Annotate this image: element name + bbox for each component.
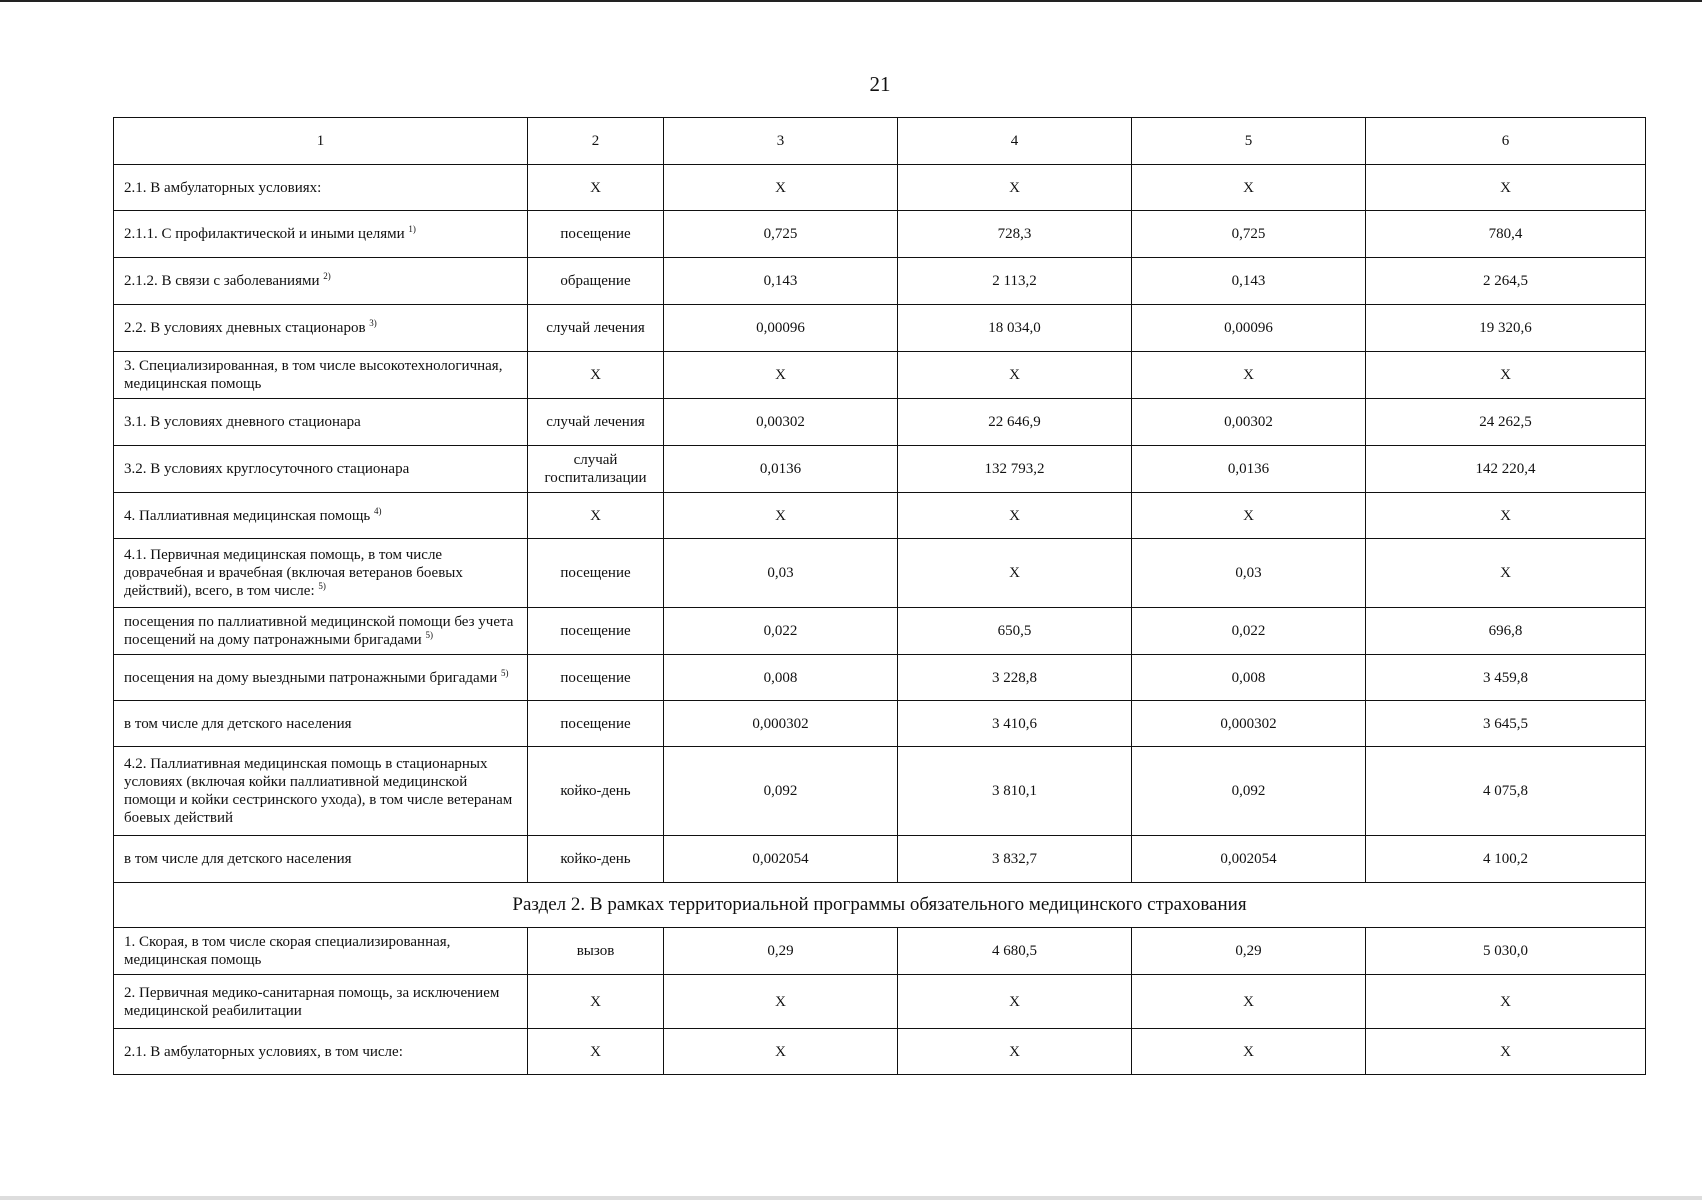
table-row <box>114 747 1646 836</box>
unit-cell: посещение <box>528 211 664 258</box>
unit-cell: койко-день <box>528 836 664 883</box>
value-cell: 19 320,6 <box>1366 305 1646 352</box>
row-label-cell <box>114 975 528 1029</box>
value-cell: 4 680,5 <box>898 928 1132 975</box>
footnote-marker: 5) <box>425 630 433 640</box>
value-cell: 0,008 <box>1132 655 1366 701</box>
value-cell: 0,008 <box>664 655 898 701</box>
table-row <box>114 165 1646 211</box>
row-label-cell <box>114 211 528 258</box>
column-number: 5 <box>1132 118 1366 165</box>
value-cell: Х <box>1366 493 1646 539</box>
table-row <box>114 305 1646 352</box>
row-label: 2.1.1. С профилактической и иными целями <box>124 226 405 242</box>
value-cell: 728,3 <box>898 211 1132 258</box>
value-cell: 0,00096 <box>1132 305 1366 352</box>
row-label: 2.2. В условиях дневных стационаров <box>124 320 366 336</box>
column-number-row <box>114 118 1646 165</box>
value-cell: 0,143 <box>1132 258 1366 305</box>
unit-cell: Х <box>528 493 664 539</box>
row-label: 3.2. В условиях круглосуточного стационара <box>124 461 410 477</box>
row-label-cell <box>114 608 528 655</box>
value-cell: 0,092 <box>664 747 898 836</box>
table-row <box>114 446 1646 493</box>
row-label-cell <box>114 305 528 352</box>
value-cell: 0,000302 <box>1132 701 1366 747</box>
scan-edge-bottom <box>0 1196 1702 1200</box>
unit-cell: посещение <box>528 655 664 701</box>
value-cell: 0,0136 <box>664 446 898 493</box>
footnote-marker: 5) <box>501 667 509 678</box>
value-cell: 2 264,5 <box>1366 258 1646 305</box>
table-row <box>114 655 1646 701</box>
column-number: 6 <box>1366 118 1646 165</box>
value-cell: 3 459,8 <box>1366 655 1646 701</box>
value-cell: 650,5 <box>898 608 1132 655</box>
row-label-cell <box>114 258 528 305</box>
section-2-title: Раздел 2. В рамках территориальной программы обязательного медицинского страхования <box>114 883 1646 928</box>
value-cell: 0,03 <box>1132 539 1366 608</box>
row-label-cell <box>114 352 528 399</box>
unit-cell: обращение <box>528 258 664 305</box>
row-label-cell <box>114 493 528 539</box>
row-label-cell <box>114 539 528 608</box>
table-row <box>114 258 1646 305</box>
table-row <box>114 975 1646 1029</box>
row-label-cell <box>114 446 528 493</box>
row-label-cell <box>114 655 528 701</box>
value-cell: 0,00302 <box>1132 399 1366 446</box>
value-cell: 0,725 <box>1132 211 1366 258</box>
unit-cell: посещение <box>528 608 664 655</box>
value-cell: 0,0136 <box>1132 446 1366 493</box>
value-cell: 24 262,5 <box>1366 399 1646 446</box>
value-cell: Х <box>664 975 898 1029</box>
value-cell: 3 645,5 <box>1366 701 1646 747</box>
value-cell: Х <box>898 1029 1132 1075</box>
value-cell: Х <box>898 975 1132 1029</box>
value-cell: 0,29 <box>664 928 898 975</box>
row-label-cell <box>114 836 528 883</box>
row-label: 3.1. В условиях дневного стационара <box>124 414 361 430</box>
row-label: 2. Первичная медико-санитарная помощь, за исключением медицинской реабилитации <box>124 984 500 1019</box>
value-cell: 0,002054 <box>1132 836 1366 883</box>
value-cell: 22 646,9 <box>898 399 1132 446</box>
row-label: в том числе для детского населения <box>124 851 352 867</box>
value-cell: 0,00096 <box>664 305 898 352</box>
value-cell: 3 228,8 <box>898 655 1132 701</box>
value-cell: 696,8 <box>1366 608 1646 655</box>
row-label: 2.1. В амбулаторных условиях, в том числе: <box>124 1043 403 1060</box>
column-number: 1 <box>114 118 528 165</box>
table-row <box>114 608 1646 655</box>
row-label-cell <box>114 399 528 446</box>
value-cell: 3 410,6 <box>898 701 1132 747</box>
row-label-cell <box>114 1029 528 1075</box>
value-cell: Х <box>664 165 898 211</box>
unit-cell: посещение <box>528 539 664 608</box>
row-label-cell <box>114 928 528 975</box>
value-cell: 0,092 <box>1132 747 1366 836</box>
table-row <box>114 928 1646 975</box>
value-cell: Х <box>898 165 1132 211</box>
unit-cell: Х <box>528 975 664 1029</box>
table-row <box>114 211 1646 258</box>
value-cell: 0,29 <box>1132 928 1366 975</box>
table-row <box>114 836 1646 883</box>
row-label: 1. Скорая, в том числе скорая специализированная, медицинская помощь <box>124 934 451 968</box>
scan-edge-top <box>0 0 1702 2</box>
volume-norms-table <box>113 117 1646 1075</box>
value-cell: 142 220,4 <box>1366 446 1646 493</box>
unit-cell: койко-день <box>528 747 664 836</box>
value-cell: 4 100,2 <box>1366 836 1646 883</box>
value-cell: Х <box>1366 352 1646 399</box>
footnote-marker: 2) <box>323 271 331 281</box>
value-cell: 0,03 <box>664 539 898 608</box>
value-cell: Х <box>664 493 898 539</box>
value-cell: Х <box>1132 1029 1366 1075</box>
value-cell: Х <box>664 1029 898 1075</box>
table-row <box>114 399 1646 446</box>
value-cell: 132 793,2 <box>898 446 1132 493</box>
value-cell: Х <box>1366 1029 1646 1075</box>
footnote-marker: 4) <box>373 505 382 516</box>
table-row <box>114 493 1646 539</box>
value-cell: Х <box>1366 975 1646 1029</box>
row-label: 4. Паллиативная медицинская помощь <box>124 507 371 524</box>
footnote-marker: 1) <box>408 224 416 234</box>
value-cell: Х <box>1132 165 1366 211</box>
row-label-cell <box>114 165 528 211</box>
row-label: 2.1. В амбулаторных условиях: <box>124 179 322 196</box>
row-label: в том числе для детского населения <box>124 715 352 732</box>
unit-cell: Х <box>528 1029 664 1075</box>
table-body <box>114 118 1646 1075</box>
value-cell: 0,143 <box>664 258 898 305</box>
unit-cell: случай лечения <box>528 399 664 446</box>
row-label: посещения на дому выездными патронажными бригадами <box>124 669 498 686</box>
value-cell: 4 075,8 <box>1366 747 1646 836</box>
row-label: 3. Специализированная, в том числе высокотехнологичная, медицинская помощь <box>124 358 503 392</box>
value-cell: Х <box>1366 539 1646 608</box>
value-cell: Х <box>1132 352 1366 399</box>
value-cell: Х <box>898 352 1132 399</box>
row-label: 2.1.2. В связи с заболеваниями <box>124 273 320 289</box>
value-cell: Х <box>1366 165 1646 211</box>
row-label: посещения по паллиативной медицинской помощи без учета посещений на дому патронажными бригадами <box>124 614 514 648</box>
value-cell: 0,725 <box>664 211 898 258</box>
unit-cell: посещение <box>528 701 664 747</box>
value-cell: Х <box>898 539 1132 608</box>
unit-cell: случай госпитализации <box>528 446 664 493</box>
value-cell: Х <box>1132 493 1366 539</box>
value-cell: Х <box>898 493 1132 539</box>
row-label-cell <box>114 701 528 747</box>
value-cell: Х <box>1132 975 1366 1029</box>
column-number: 2 <box>528 118 664 165</box>
value-cell: 3 832,7 <box>898 836 1132 883</box>
column-number: 3 <box>664 118 898 165</box>
row-label: 4.1. Первичная медицинская помощь, в том числе доврачебная и врачебная (включая ветеранов боевых действий), всего, в том числе: <box>124 547 463 599</box>
footnote-marker: 3) <box>369 318 377 328</box>
value-cell: 5 030,0 <box>1366 928 1646 975</box>
value-cell: 0,000302 <box>664 701 898 747</box>
value-cell: 0,00302 <box>664 399 898 446</box>
table-row <box>114 539 1646 608</box>
value-cell: 2 113,2 <box>898 258 1132 305</box>
unit-cell: случай лечения <box>528 305 664 352</box>
value-cell: 3 810,1 <box>898 747 1132 836</box>
row-label-cell <box>114 747 528 836</box>
value-cell: 0,002054 <box>664 836 898 883</box>
value-cell: 18 034,0 <box>898 305 1132 352</box>
row-label: 4.2. Паллиативная медицинская помощь в стационарных условиях (включая койки паллиативной медицинской помощи и койки сестринского ухода), в том числе ветеранам боевых действий <box>124 756 513 826</box>
unit-cell: вызов <box>528 928 664 975</box>
unit-cell: Х <box>528 352 664 399</box>
page-number: 21 <box>869 72 891 96</box>
value-cell: 780,4 <box>1366 211 1646 258</box>
table-row <box>114 701 1646 747</box>
section-row <box>114 883 1646 928</box>
unit-cell: Х <box>528 165 664 211</box>
table-row <box>114 1029 1646 1075</box>
value-cell: 0,022 <box>664 608 898 655</box>
footnote-marker: 5) <box>318 581 326 591</box>
value-cell: Х <box>664 352 898 399</box>
value-cell: 0,022 <box>1132 608 1366 655</box>
table-row <box>114 352 1646 399</box>
column-number: 4 <box>898 118 1132 165</box>
